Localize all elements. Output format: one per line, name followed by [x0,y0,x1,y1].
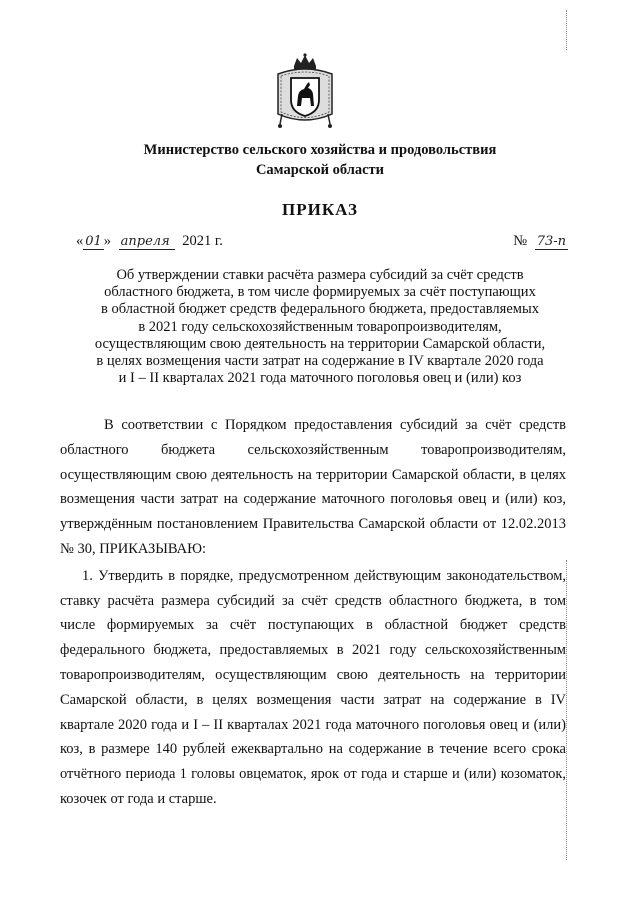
scan-edge-mark [566,560,567,860]
subject-line: в 2021 году сельскохозяйственным товаропроизводителям, [138,318,502,335]
document-date [76,233,223,250]
date-year: 2021 г. [182,233,223,249]
ministry-name [60,140,580,180]
subject-line: областного бюджета, в том числе формируемых за счёт поступающих [104,284,536,301]
ministry-name-line2: Самарской области [255,162,385,178]
document-body [60,413,566,814]
date-day-handwritten: 01 [85,234,102,249]
document-subject [70,267,570,387]
subject-line: осуществляющим свою деятельность на территории Самарской области, [94,335,546,352]
scan-edge-mark [566,10,567,50]
subject-line: Об утверждении ставки расчёта размера субсидий за счёт средств [116,267,524,283]
preamble-paragraph: В соответствии с Порядком предоставления субсидий за счёт средств областного бюджета сельскохозяйственным товаропроизводителям, осуществляющим свою деятельность на территории Самарской области, в целях возмещения части затрат на содержание маточного поголовья овец и (или) коз, утверждённым постановлением Правительства Самарской области от 12.02.2013 № 30, ПРИКАЗЫВАЮ: [60,417,566,557]
date-month-handwritten: апреля [119,235,175,250]
document-type: ПРИКАЗ [282,200,358,219]
number-sign: № [513,233,528,249]
document-number [513,233,568,250]
date-open-quote: « [76,233,84,249]
ministry-name-line1: Министерство сельского хозяйства и продовольствия [143,142,497,158]
date-close-quote: » [103,233,112,249]
point-1-paragraph: 1. Утвердить в порядке, предусмотренном действующим законодательством, ставку расчёта размера субсидий за счёт средств областного бюджета, в том числе формируемых за счёт поступающих в областной бюджет средств федерального бюджета, предоставляемых в 2021 году сельскохозяйственным товаропроизводителям, осуществляющим свою деятельность на территории Самарской области, в целях возмещения части затрат на содержание в IV квартале 2020 года и I – II кварталах 2021 года маточного поголовья овец и (или) коз, в размере 140 рублей ежеквартально на содержание в течение всего срока отчётного периода 1 головы овцематок, ярок от года и старше и (или) козоматок, козочек от года и старше. [60,567,566,807]
subject-line: в целях возмещения части затрат на содержание в IV квартале 2020 года [96,353,544,370]
subject-line: и I – II кварталах 2021 года маточного поголовья овец и (или) коз [118,370,522,387]
coat-of-arms-emblem [272,52,338,132]
number-value-handwritten: 73-п [536,234,566,249]
subject-line: в областной бюджет средств федерального бюджета, предоставляемых [101,301,539,318]
